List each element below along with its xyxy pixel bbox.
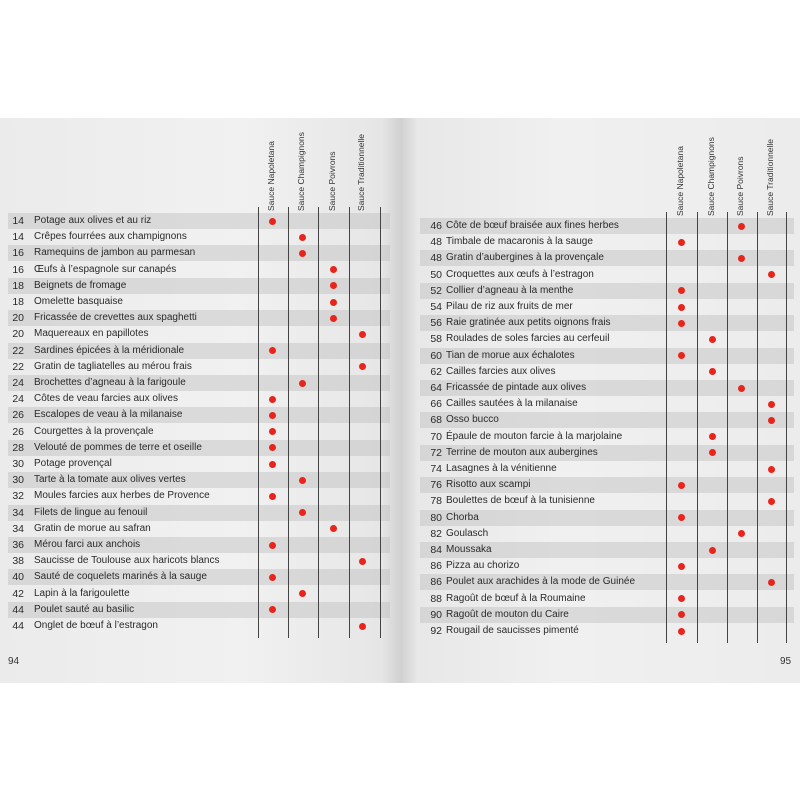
- recipe-row: [420, 283, 794, 299]
- sauce-marker-dot: [709, 368, 716, 375]
- sauce-marker-dot: [678, 239, 685, 246]
- recipe-page-number: 40: [12, 571, 24, 584]
- recipe-page-number: 38: [12, 555, 24, 568]
- column-header: Sauce Traditionnelle: [356, 133, 366, 211]
- recipe-row: [8, 213, 390, 229]
- recipe-page-number: 22: [12, 360, 24, 373]
- sauce-marker-dot: [299, 250, 306, 257]
- recipe-page-number: 68: [430, 414, 442, 427]
- recipe-page-number: 62: [430, 365, 442, 378]
- recipe-row: [8, 553, 390, 569]
- recipe-title: Velouté de pommes de terre et oseille: [34, 441, 202, 453]
- page-number: 94: [8, 656, 20, 667]
- sauce-marker-dot: [269, 428, 276, 435]
- recipe-row: [8, 375, 390, 391]
- sauce-marker-dot: [299, 234, 306, 241]
- recipe-page-number: 76: [430, 479, 442, 492]
- recipe-page-number: 72: [430, 446, 442, 459]
- recipe-row: [8, 488, 390, 504]
- recipe-row: [420, 364, 794, 380]
- recipe-title: Roulades de soles farcies au cerfeuil: [446, 333, 610, 345]
- recipe-row: [8, 618, 390, 634]
- recipe-page-number: 66: [430, 398, 442, 411]
- recipe-title: Croquettes aux œufs à l’estragon: [446, 268, 594, 280]
- sauce-marker-dot: [359, 623, 366, 630]
- recipe-title: Escalopes de veau à la milanaise: [34, 409, 183, 421]
- recipe-page-number: 18: [12, 279, 24, 292]
- sauce-marker-dot: [359, 331, 366, 338]
- recipe-row: [420, 234, 794, 250]
- recipe-page-number: 86: [430, 560, 442, 573]
- recipe-row: [420, 477, 794, 493]
- recipe-title: Côtes de veau farcies aux olives: [34, 393, 178, 405]
- page-number: 95: [780, 656, 792, 667]
- recipe-page-number: 88: [430, 592, 442, 605]
- recipe-row: [8, 472, 390, 488]
- recipe-title: Goulasch: [446, 527, 489, 539]
- recipe-page-number: 36: [12, 539, 24, 551]
- recipe-page-number: 50: [430, 268, 442, 281]
- sauce-marker-dot: [709, 547, 716, 554]
- recipe-title: Onglet de bœuf à l’estragon: [34, 620, 158, 631]
- recipe-page-number: 48: [430, 252, 442, 265]
- sauce-marker-dot: [330, 315, 337, 322]
- sauce-marker-dot: [678, 595, 685, 602]
- recipe-page-number: 84: [430, 544, 442, 556]
- recipe-row: [420, 331, 794, 347]
- recipe-row: [420, 574, 794, 590]
- recipe-title: Boulettes de bœuf à la tunisienne: [446, 495, 595, 507]
- recipe-title: Sauté de coquelets marinés à la sauge: [34, 571, 207, 583]
- recipe-page-number: 28: [12, 441, 24, 454]
- column-divider: [666, 212, 667, 643]
- recipe-title: Timbale de macaronis à la sauge: [446, 236, 593, 248]
- open-book: [0, 118, 800, 683]
- recipe-title: Brochettes d’agneau à la farigoule: [34, 377, 186, 388]
- recipe-row: [8, 245, 390, 261]
- recipe-row: [420, 607, 794, 623]
- recipe-title: Œufs à l’espagnole sur canapés: [34, 263, 177, 275]
- sauce-marker-dot: [359, 558, 366, 565]
- sauce-marker-dot: [359, 363, 366, 370]
- sauce-marker-dot: [299, 380, 306, 387]
- sauce-marker-dot: [269, 606, 276, 613]
- sauce-marker-dot: [678, 628, 685, 635]
- sauce-marker-dot: [768, 401, 775, 408]
- sauce-marker-dot: [299, 590, 306, 597]
- recipe-row: [8, 569, 390, 585]
- recipe-title: Pilau de riz aux fruits de mer: [446, 301, 573, 312]
- sauce-marker-dot: [738, 385, 745, 392]
- recipe-page-number: 82: [430, 527, 442, 540]
- sauce-marker-dot: [330, 299, 337, 306]
- recipe-page-number: 52: [430, 284, 442, 297]
- recipe-row: [420, 315, 794, 331]
- recipe-row: [8, 505, 390, 521]
- recipe-title: Ragoût de mouton du Caire: [446, 608, 569, 620]
- recipe-row: [420, 299, 794, 315]
- recipe-row: [8, 456, 390, 472]
- sauce-marker-dot: [768, 498, 775, 505]
- recipe-row: [8, 359, 390, 375]
- sauce-marker-dot: [269, 444, 276, 451]
- recipe-title: Omelette basquaise: [34, 296, 123, 307]
- recipe-title: Courgettes à la provençale: [34, 425, 154, 437]
- recipe-page-number: 16: [12, 263, 24, 276]
- recipe-page-number: 32: [12, 490, 24, 503]
- recipe-page-number: 70: [430, 430, 442, 443]
- recipe-page-number: 78: [430, 495, 442, 508]
- column-header: Sauce Napoletana: [266, 141, 276, 211]
- recipe-title: Mérou farci aux anchois: [34, 539, 141, 550]
- recipe-page-number: 48: [430, 236, 442, 249]
- recipe-row: [420, 558, 794, 574]
- recipe-title: Rougail de saucisses pimenté: [446, 625, 579, 636]
- sauce-marker-dot: [299, 477, 306, 484]
- sauce-marker-dot: [678, 611, 685, 618]
- recipe-page-number: 44: [12, 620, 24, 632]
- recipe-page-number: 42: [12, 587, 24, 600]
- sauce-marker-dot: [330, 266, 337, 273]
- recipe-page-number: 20: [12, 328, 24, 341]
- recipe-page-number: 22: [12, 344, 24, 357]
- sauce-marker-dot: [678, 287, 685, 294]
- recipe-row: [420, 445, 794, 461]
- sauce-marker-dot: [678, 352, 685, 359]
- recipe-page-number: 90: [430, 608, 442, 621]
- recipe-title: Gratin de morue au safran: [34, 522, 151, 534]
- recipe-row: [8, 391, 390, 407]
- recipe-row: [420, 461, 794, 477]
- recipe-title: Épaule de mouton farcie à la marjolaine: [446, 430, 623, 442]
- column-header: Sauce Champignons: [296, 132, 306, 211]
- recipe-title: Beignets de fromage: [34, 279, 127, 291]
- recipe-row: [8, 343, 390, 359]
- sauce-marker-dot: [269, 347, 276, 354]
- recipe-page-number: 26: [12, 425, 24, 438]
- sauce-marker-dot: [768, 466, 775, 473]
- recipe-row: [420, 591, 794, 607]
- recipe-page-number: 24: [12, 393, 24, 406]
- recipe-title: Gratin de tagliatelles au mérou frais: [34, 360, 192, 372]
- sauce-marker-dot: [709, 449, 716, 456]
- recipe-title: Gratin d’aubergines à la provençale: [446, 252, 604, 264]
- left-page: [0, 118, 402, 683]
- recipe-title: Chorba: [446, 511, 479, 523]
- recipe-row: [420, 510, 794, 526]
- sauce-marker-dot: [709, 433, 716, 440]
- sauce-marker-dot: [709, 336, 716, 343]
- recipe-page-number: 60: [430, 349, 442, 362]
- recipe-page-number: 56: [430, 317, 442, 330]
- recipe-row: [8, 424, 390, 440]
- sauce-marker-dot: [269, 218, 276, 225]
- sauce-marker-dot: [299, 509, 306, 516]
- recipe-row: [8, 407, 390, 423]
- sauce-marker-dot: [269, 574, 276, 581]
- column-header: Sauce Poivrons: [735, 156, 745, 216]
- recipe-page-number: 86: [430, 576, 442, 589]
- column-header: Sauce Traditionnelle: [765, 138, 775, 216]
- recipe-title: Côte de bœuf braisée aux fines herbes: [446, 220, 619, 231]
- column-divider: [697, 212, 698, 643]
- recipe-page-number: 30: [12, 458, 24, 470]
- recipe-title: Ragoût de bœuf à la Roumaine: [446, 592, 586, 604]
- recipe-page-number: 14: [12, 215, 24, 227]
- sauce-marker-dot: [330, 525, 337, 532]
- sauce-marker-dot: [269, 412, 276, 419]
- sauce-marker-dot: [678, 482, 685, 489]
- recipe-title: Sardines épicées à la méridionale: [34, 344, 185, 356]
- recipe-title: Cailles sautées à la milanaise: [446, 398, 578, 410]
- recipe-row: [420, 412, 794, 428]
- recipe-page-number: 18: [12, 296, 24, 308]
- recipe-title: Risotto aux scampi: [446, 479, 531, 491]
- recipe-title: Fricassée de pintade aux olives: [446, 382, 587, 393]
- right-page: [402, 118, 800, 683]
- recipe-title: Lapin à la farigoulette: [34, 587, 130, 599]
- recipe-page-number: 16: [12, 247, 24, 260]
- recipe-row: [420, 542, 794, 558]
- recipe-title: Potage provençal: [34, 458, 112, 469]
- recipe-title: Lasagnes à la vénitienne: [446, 463, 557, 474]
- recipe-title: Collier d’agneau à la menthe: [446, 284, 574, 296]
- recipe-row: [8, 602, 390, 618]
- recipe-title: Crêpes fourrées aux champignons: [34, 231, 187, 243]
- recipe-title: Tarte à la tomate aux olives vertes: [34, 474, 186, 486]
- recipe-row: [420, 267, 794, 283]
- sauce-marker-dot: [269, 461, 276, 468]
- sauce-marker-dot: [768, 271, 775, 278]
- recipe-row: [420, 348, 794, 364]
- column-divider: [786, 212, 787, 643]
- sauce-marker-dot: [269, 542, 276, 549]
- recipe-title: Potage aux olives et au riz: [34, 215, 152, 226]
- sauce-marker-dot: [738, 223, 745, 230]
- recipe-row: [8, 537, 390, 553]
- recipe-row: [8, 229, 390, 245]
- recipe-page-number: 80: [430, 511, 442, 524]
- recipe-title: Poulet sauté au basilic: [34, 603, 135, 615]
- sauce-marker-dot: [678, 304, 685, 311]
- recipe-title: Terrine de mouton aux aubergines: [446, 446, 598, 458]
- recipe-title: Saucisse de Toulouse aux haricots blancs: [34, 555, 220, 567]
- recipe-title: Ramequins de jambon au parmesan: [34, 247, 196, 259]
- recipe-title: Moules farcies aux herbes de Provence: [34, 490, 210, 502]
- sauce-marker-dot: [330, 282, 337, 289]
- recipe-page-number: 44: [12, 603, 24, 616]
- recipe-page-number: 30: [12, 474, 24, 487]
- column-divider: [757, 212, 758, 643]
- sauce-marker-dot: [768, 417, 775, 424]
- recipe-page-number: 14: [12, 231, 24, 244]
- sauce-marker-dot: [738, 255, 745, 262]
- sauce-marker-dot: [678, 514, 685, 521]
- recipe-page-number: 64: [430, 382, 442, 394]
- recipe-title: Osso bucco: [446, 414, 499, 426]
- recipe-page-number: 24: [12, 377, 24, 389]
- recipe-page-number: 58: [430, 333, 442, 346]
- recipe-row: [8, 326, 390, 342]
- recipe-page-number: 74: [430, 463, 442, 475]
- recipe-title: Raie gratinée aux petits oignons frais: [446, 317, 611, 329]
- recipe-title: Moussaka: [446, 544, 492, 555]
- recipe-page-number: 34: [12, 522, 24, 535]
- recipe-title: Cailles farcies aux olives: [446, 365, 556, 377]
- sauce-marker-dot: [678, 320, 685, 327]
- sauce-marker-dot: [768, 579, 775, 586]
- recipe-title: Pizza au chorizo: [446, 560, 520, 572]
- recipe-row: [8, 440, 390, 456]
- recipe-title: Fricassée de crevettes aux spaghetti: [34, 312, 197, 324]
- sauce-marker-dot: [269, 493, 276, 500]
- recipe-row: [420, 493, 794, 509]
- column-divider: [349, 207, 350, 638]
- column-divider: [380, 207, 381, 638]
- column-divider: [288, 207, 289, 638]
- recipe-title: Tian de morue aux échalotes: [446, 349, 575, 361]
- recipe-title: Filets de lingue au fenouil: [34, 506, 148, 518]
- column-divider: [318, 207, 319, 638]
- recipe-row: [420, 623, 794, 639]
- recipe-page-number: 92: [430, 625, 442, 637]
- sauce-marker-dot: [678, 563, 685, 570]
- recipe-row: [8, 586, 390, 602]
- recipe-page-number: 54: [430, 301, 442, 313]
- sauce-marker-dot: [269, 396, 276, 403]
- recipe-page-number: 46: [430, 220, 442, 232]
- column-header: Sauce Champignons: [706, 137, 716, 216]
- column-divider: [258, 207, 259, 638]
- column-divider: [727, 212, 728, 643]
- recipe-page-number: 20: [12, 312, 24, 325]
- recipe-title: Poulet aux arachides à la mode de Guinée: [446, 576, 636, 588]
- recipe-page-number: 26: [12, 409, 24, 422]
- column-header: Sauce Poivrons: [327, 151, 337, 211]
- column-header: Sauce Napoletana: [675, 146, 685, 216]
- recipe-page-number: 34: [12, 506, 24, 519]
- sauce-marker-dot: [738, 530, 745, 537]
- recipe-row: [420, 396, 794, 412]
- recipe-row: [420, 429, 794, 445]
- recipe-title: Maquereaux en papillotes: [34, 328, 149, 340]
